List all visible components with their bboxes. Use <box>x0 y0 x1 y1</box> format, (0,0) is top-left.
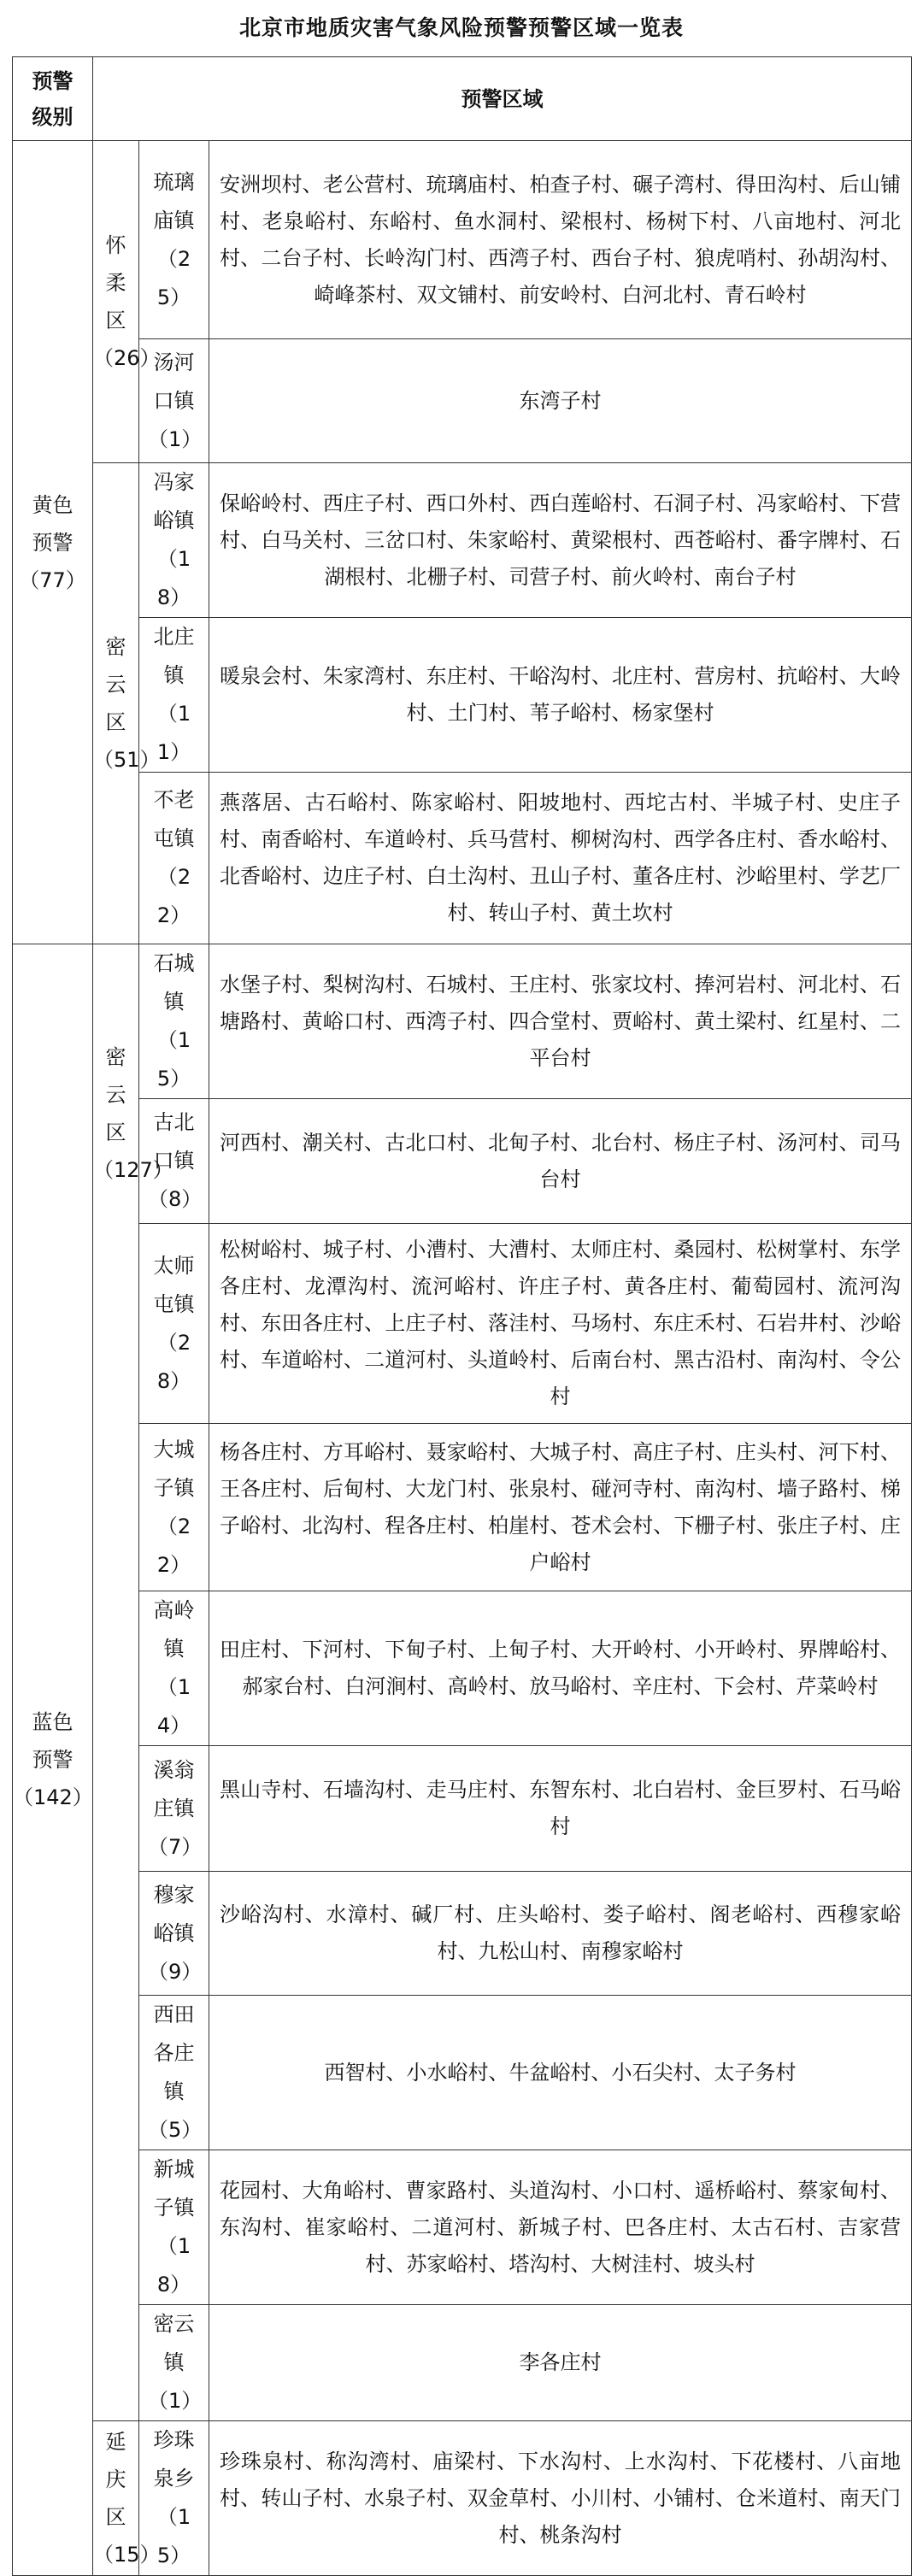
yellow-level-cell: 黄色 预警 （77） <box>13 141 93 944</box>
table-row <box>13 141 912 339</box>
villages-shicheng: 水堡子村、梨树沟村、石城村、王庄村、张家坟村、捧河岩村、河北村、石塘路村、黄峪口村、西湾子村、四合堂村、贾峪村、黄土梁村、红星村、二平台村 <box>209 944 912 1099</box>
villages-xiwengzhuang: 黑山寺村、石墙沟村、走马庄村、东智东村、北白岩村、金巨罗村、石马峪村 <box>209 1746 912 1872</box>
district-yanqing: 延 庆 区 （15） <box>93 2421 139 2576</box>
town-xiwengzhuang: 溪翁庄镇（7） <box>139 1746 209 1872</box>
villages-zhenzhuquan: 珍珠泉村、称沟湾村、庙梁村、下水沟村、上水沟村、下花楼村、八亩地村、转山子村、水泉子村、双金草村、小川村、小铺村、仓米道村、南天门村、桃条沟村 <box>209 2421 912 2576</box>
villages-gaoling: 田庄村、下河村、下甸子村、上甸子村、大开岭村、小开岭村、界牌峪村、郝家台村、白河涧村、高岭村、放马峪村、辛庄村、下会村、芹菜岭村 <box>209 1591 912 1746</box>
table-row <box>13 1872 912 1996</box>
villages-beizhuang: 暖泉会村、朱家湾村、东庄村、干峪沟村、北庄村、营房村、抗峪村、大岭村、土门村、苇子峪村、杨家堡村 <box>209 618 912 773</box>
town-zhenzhuquan: 珍珠泉乡（15） <box>139 2421 209 2576</box>
town-xitiangezhuang: 西田各庄镇（5） <box>139 1996 209 2150</box>
town-xinchengzi: 新城子镇（18） <box>139 2150 209 2305</box>
villages-dachengzi: 杨各庄村、方耳峪村、聂家峪村、大城子村、高庄子村、庄头村、河下村、王各庄村、后甸村、大龙门村、张泉村、碰河寺村、南沟村、墙子路村、梯子峪村、北沟村、程各庄村、柏崖村、苍术会村、下栅子村、张庄子村、庄户峪村 <box>209 1424 912 1591</box>
district-huairou: 怀 柔 区 （26） <box>93 141 139 463</box>
table-row <box>13 2150 912 2305</box>
page-title: 北京市地质灾害气象风险预警预警区域一览表 <box>238 15 684 40</box>
villages-tanghekou: 东湾子村 <box>209 339 912 463</box>
villages-bulaotun: 燕落居、古石峪村、陈家峪村、阳坡地村、西坨古村、半城子村、史庄子村、南香峪村、车道岭村、兵马营村、柳树沟村、西学各庄村、香水峪村、北香峪村、边庄子村、白土沟村、丑山子村、董各庄村、沙峪里村、学艺厂村、转山子村、黄土坎村 <box>209 773 912 944</box>
table-row <box>13 1746 912 1872</box>
villages-liulimiao: 安洲坝村、老公营村、琉璃庙村、柏查子村、碾子湾村、得田沟村、后山铺村、老泉峪村、东峪村、鱼水洞村、梁根村、杨树下村、八亩地村、河北村、二台子村、长岭沟门村、西湾子村、西台子村、狼虎哨村、孙胡沟村、崎峰茶村、双文铺村、前安岭村、白河北村、青石岭村 <box>209 141 912 339</box>
villages-taishitun: 松树峪村、城子村、小漕村、大漕村、太师庄村、桑园村、松树掌村、东学各庄村、龙潭沟村、流河峪村、许庄子村、黄各庄村、葡萄园村、流河沟村、东田各庄村、上庄子村、落洼村、马场村、东庄禾村、石岩井村、沙峪村、车道峪村、二道河村、头道岭村、后南台村、黑古沿村、南沟村、令公村 <box>209 1224 912 1424</box>
villages-xitiangezhuang: 西智村、小水峪村、牛盆峪村、小石尖村、太子务村 <box>209 1996 912 2150</box>
town-gubeikou: 古北口镇（8） <box>139 1099 209 1224</box>
table-row <box>13 2305 912 2421</box>
table-row <box>13 1224 912 1424</box>
town-beizhuang: 北庄镇（11） <box>139 618 209 773</box>
villages-mujiayu: 沙峪沟村、水漳村、碱厂村、庄头峪村、娄子峪村、阁老峪村、西穆家峪村、九松山村、南穆家峪村 <box>209 1872 912 1996</box>
table-row <box>13 463 912 618</box>
table-row <box>13 1591 912 1746</box>
table-row <box>13 2421 912 2576</box>
town-bulaotun: 不老屯镇（22） <box>139 773 209 944</box>
town-shicheng: 石城镇（15） <box>139 944 209 1099</box>
warning-area-table <box>12 56 912 2576</box>
district-miyun-blue: 密 云 区 （127） <box>93 944 139 2421</box>
town-gaoling: 高岭镇（14） <box>139 1591 209 1746</box>
table-row <box>13 773 912 944</box>
town-taishitun: 太师屯镇（28） <box>139 1224 209 1424</box>
villages-fengjiayu: 保峪岭村、西庄子村、西口外村、西白莲峪村、石洞子村、冯家峪村、下营村、白马关村、三岔口村、朱家峪村、黄梁根村、西苍峪村、番字牌村、石湖根村、北栅子村、司营子村、前火岭村、南台子村 <box>209 463 912 618</box>
villages-miyunzhen: 李各庄村 <box>209 2305 912 2421</box>
villages-gubeikou: 河西村、潮关村、古北口村、北甸子村、北台村、杨庄子村、汤河村、司马台村 <box>209 1099 912 1224</box>
town-liulimiao: 琉璃庙镇（25） <box>139 141 209 339</box>
table-header-row <box>13 57 912 141</box>
town-mujiayu: 穆家峪镇（9） <box>139 1872 209 1996</box>
blue-level-cell: 蓝色 预警 （142） <box>13 944 93 2576</box>
town-tanghekou: 汤河口镇（1） <box>139 339 209 463</box>
town-miyunzhen: 密云镇（1） <box>139 2305 209 2421</box>
header-area: 预警区域 <box>93 57 912 141</box>
table-row <box>13 1424 912 1591</box>
header-level: 预警 级别 <box>13 57 93 141</box>
town-dachengzi: 大城子镇（22） <box>139 1424 209 1591</box>
district-miyun-yellow: 密 云 区 （51） <box>93 463 139 944</box>
table-row <box>13 1996 912 2150</box>
villages-xinchengzi: 花园村、大角峪村、曹家路村、头道沟村、小口村、遥桥峪村、蔡家甸村、东沟村、崔家峪村、二道河村、新城子村、巴各庄村、太古石村、吉家营村、苏家峪村、塔沟村、大树洼村、坡头村 <box>209 2150 912 2305</box>
table-row <box>13 944 912 1099</box>
town-fengjiayu: 冯家峪镇（18） <box>139 463 209 618</box>
